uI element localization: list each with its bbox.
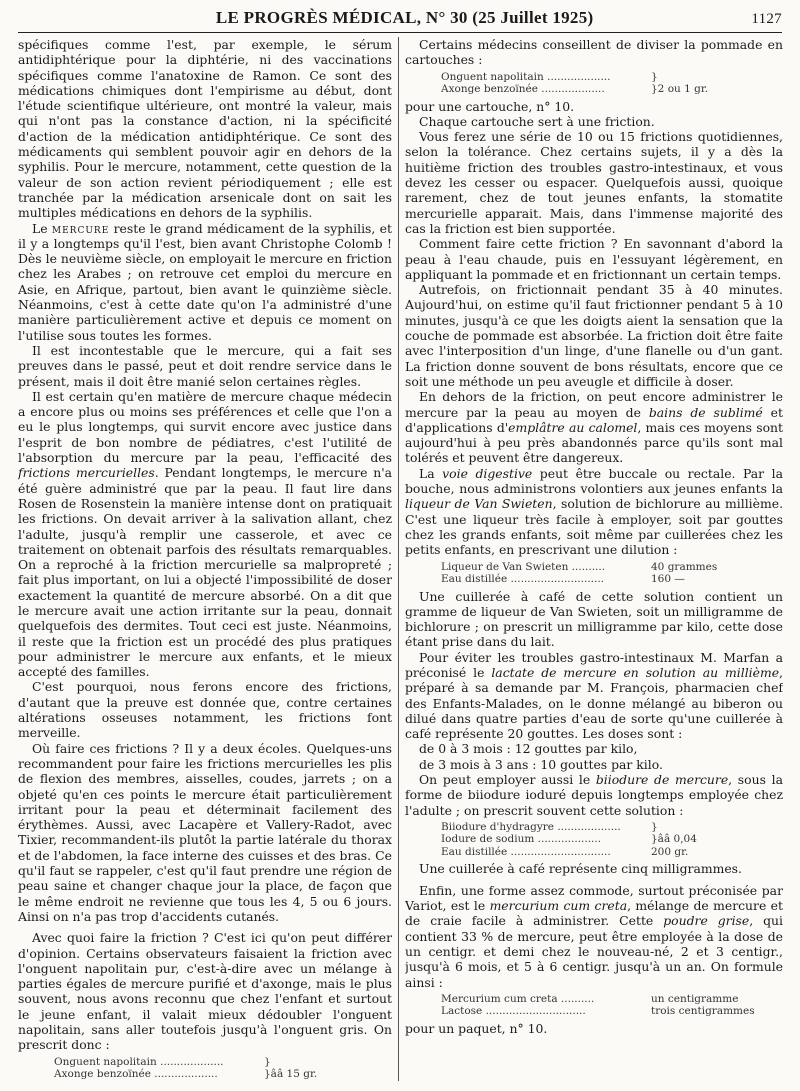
italic-term: bains de sublimé [648,404,763,420]
paragraph [405,772,783,818]
paragraph [18,389,392,680]
italic-term: mercurium cum creta [489,898,628,914]
dose-line: de 3 mois à 3 ans : 10 gouttes par kilo. [419,756,663,772]
formula-row [441,573,783,586]
paragraph [405,650,783,742]
formula-quantity: un centigramme [651,992,739,1005]
paragraph: Avec quoi faire la friction ? C'est ici qu'on peut différer d'opinion. Certains observateurs faisaient la friction avec l'onguent napolitain pur, c'est-à-dire avec un mélange à parties égales de mercure purifié et d'axonge, mais le plus souvent, nous avons reconnu que chez l'enfant et surtout le jeune enfant, il valait mieux dédoubler l'onguent napolitain, sans aller toutefois jusqu'à l'onguent gris. On prescrit donc : [18,930,392,1053]
formula-ingredient: Liqueur de Van Swieten .......... [441,560,606,573]
italic-term: emplâtre au calomel [508,419,638,435]
prescription-formula [441,71,783,96]
formula-ingredient: Eau distillée .............................. [441,845,611,858]
journal-title: LE PROGRÈS MÉDICAL, N° 30 (25 Juillet 1925) [215,8,594,27]
text-run: et d'applications d' [405,404,783,435]
formula-quantity: } [651,70,658,83]
formula-quantity: 40 grammes [651,560,718,573]
text-run: , mais ces moyens sont aujourd'hui à peu près abandonnés parce qu'ils sont mal tolérés et peuvent être dangereux. [405,419,783,466]
text-run: , sous la forme de biiodure ioduré depuis longtemps employée chez l'adulte ; on prescrit souvent cette solution : [405,772,783,818]
formula-ingredient: Mercurium cum creta .......... [441,992,595,1005]
text-run: On peut employer aussi le [419,772,596,788]
formula-quantity: }ââ 15 gr. [264,1068,318,1081]
formula-ingredient: Eau distillée ............................ [441,573,605,585]
italic-term: voie digestive [442,465,533,481]
text-run: peut être buccale ou rectale. Par la bouche, nous administrons volontiers aux jeunes enfants la [405,465,783,497]
formula-row [54,1068,392,1081]
prescription-formula [441,993,783,1018]
formula-quantity: 160 — [651,573,685,585]
small-caps-term: mercure [51,220,110,236]
text-run: Enfin, une forme assez commode, surtout préconisée par Variot, est le [405,882,783,914]
text-run: , préparé à sa demande par M. François, pharmacien chef des Enfants-Malades, on le donne mélangé au biberon ou dilué dans quatre parties d'eau de sorte qu'une cuillerée à café représente 20 gouttes. Les doses sont : [405,664,783,742]
formula-row [441,993,783,1006]
paragraph: pour une cartouche, n° 10. [405,98,575,114]
formula-ingredient: Biiodure d'hydragyre ................... [441,820,621,833]
formula-quantity: } [264,1055,271,1068]
formula-ingredient: Axonge benzoïnée ................... [441,83,605,96]
left-column [18,37,392,1083]
formula-ingredient: Axonge benzoïnée ................... [54,1068,218,1081]
formula-quantity: trois centigrammes [651,1005,755,1018]
text-run: Le [32,220,48,236]
paragraph: Vous ferez une série de 10 ou 15 frictions quotidiennes, selon la tolérance. Chez certains sujets, il y a dès la huitième friction des troubles gastro-intestinaux, et vous devez les cesser ou espacer. Quelquefois aussi, quoique rarement, chez de tout jeunes enfants, la stomatite mercurielle apparait. Mais, dans l'immense majorité des cas la friction est bien supportée. [405,129,783,236]
formula-row [441,833,783,846]
paragraph: Autrefois, on frictionnait pendant 35 à 40 minutes. Aujourd'hui, on estime qu'il faut frictionner pendant 5 à 10 minutes, jusqu'à ce que les doigts aient la sensation que la couche de pommade est absorbée. La friction doit être faite avec l'interposition d'un linge, d'une flanelle ou d'un gant. La friction donne souvent de bons résultats, encore que ce soit une méthode un peu aveugle et difficile à doser. [405,282,783,389]
formula-row [441,821,783,834]
paragraph [405,466,783,558]
paragraph: pour un paquet, n° 10. [405,1020,548,1036]
paragraph [18,221,392,343]
formula-ingredient: Iodure de sodium ................... [441,833,602,846]
formula-ingredient: Onguent napolitain ................... [54,1055,224,1068]
text-run: , qui contient 33 % de mercure, peut être employée à la dose de un centigr. et demi chez le nouveau-né, 2 et 3 centigr., jusqu'à 6 mois, et 5 à 6 centigr. jusqu'à un an. On formule ainsi : [405,913,783,990]
text-run: Il est certain qu'en matière de mercure chaque médecin a encore plus ou moins ses préférences et celle que l'on a eu le plus longtemps, qui survit encore avec justice dans l'esprit de bon nombre de pédiatres, c'est l'utilité de l'absorption du mercure par la peau, l'efficacité des [18,388,392,466]
paragraph: Certains médecins conseillent de diviser la pommade en cartouches : [405,37,783,68]
formula-ingredient: Lactose .............................. [441,1005,586,1018]
paragraph: C'est pourquoi, nous ferons encore des frictions, d'autant que la preuve est donnée que, contre certaines altérations osseuses notamment, les frictions font merveille. [18,679,392,741]
italic-term: liqueur de Van Swieten [405,496,553,512]
paragraph: Il est incontestable que le mercure, qui a fait ses preuves dans le passé, peut et doit rendre service dans le présent, mais il doit être manié selon certaines règles. [18,342,392,389]
formula-row [441,1005,783,1018]
formula-row [441,83,783,96]
italic-term: lactate de mercure en solution au millième [491,664,780,680]
formula-quantity: }2 ou 1 gr. [651,83,709,96]
paragraph: Comment faire cette friction ? En savonnant d'abord la peau à l'eau chaude, puis en l'essuyant légèrement, en appliquant la pommade et en frictionnant un certain temps. [405,236,783,282]
column-divider [398,37,399,1081]
text-run: Pour éviter les troubles gastro-intestinaux M. Marfan a préconisé le [405,649,783,680]
text-run: . Pendant longtemps, le mercure n'a été guère administré que par la peau. Il faut lire dans Rosen de Rosenstein la manière intense dont on pratiquait les frictions. On devait arriver à la salivation allant, chez l'adulte, jusqu'à remplir une casserole, et avec ce traitement on obtenait parfois des résultats remarquables. On a reproché à la friction mercurielle sa malpropreté ; fait plus important, on lui a objecté l'impossibilité de doser exactement la quantité de mercure absorbé. On a dit que le mercure avait une action irritante sur la peau, donnait quelquefois des dermites. Tout ceci est juste. Néanmoins, il reste que la friction est un procédé des plus pratiques pour administrer le mercure aux enfants, et le mieux accepté des familles. [18,465,392,680]
paragraph: Où faire ces frictions ? Il y a deux écoles. Quelques-uns recommandent pour faire les frictions mercurielles les plis de flexion des membres, aisselles, coudes, jarrets ; on a objeté qu'en ces points le mercure était particulièrement irritant pour la peau et déterminait facilement des érythèmes. Aussi, avec Lacapère et Vallery-Radot, avec Tixier, recommandent-ils plutôt la partie latérale du thorax et de l'abdomen, la face interne des cuisses et des bras. Ce qu'il faut se rappeler, c'est qu'il faut prendre une région de peau saine et changer chaque jour la place, de façon que le même endroit ne revienne que tous les 4, 5 ou 6 jours. Ainsi on n'a pas trop d'accidents cutanés. [18,740,392,924]
prescription-formula [54,1056,392,1081]
text-run: La [419,465,443,481]
text-run: , mélange de mercure et de craie facile à administrer. Cette [405,898,783,929]
header-rule [18,32,782,33]
text-run: , solution de bichlorure au millième. C'est une liqueur très facile à employer, soit par gouttes chez les grands enfants, soit même par cuillerées chez les petits enfants, en prescrivant une dilution : [405,496,783,558]
prescription-formula [441,561,783,586]
formula-row [441,846,783,859]
paragraph: Une cuillerée à café de cette solution contient un gramme de liqueur de Van Swieten, soit un milligramme de bichlorure ; on prescrit un milligramme par kilo, cette dose étant prise dans du lait. [405,588,783,650]
formula-row [441,71,783,84]
paragraph: Chaque cartouche sert à une friction. [419,113,655,129]
paragraph [405,883,783,990]
right-column [405,37,783,1083]
page-header [18,8,782,30]
formula-quantity: }ââ 0,04 [651,833,697,846]
formula-quantity: } [651,820,658,833]
italic-term: biiodure de mercure [595,772,729,788]
formula-row [441,561,783,574]
prescription-formula [441,821,783,859]
page-number: 1127 [751,11,782,27]
text-run: reste le grand médicament de la syphilis, et il y a longtemps qu'il l'est, bien avant Christophe Colomb ! Dès le neuvième siècle, on employait le mercure en friction chez les Arabes ; on retrouve cet emploi du mercure en Asie, en Afrique, partout, bien avant le quinzième siècle. Néanmoins, c'est à cette date qu'on l'a administré d'une manière particulièrement active et depuis ce moment on l'utilise sous toutes les formes. [18,220,392,343]
paragraph: Une cuillerée à café représente cinq milligrammes. [419,861,742,877]
dose-line: de 0 à 3 mois : 12 gouttes par kilo, [419,741,638,757]
paragraph [405,389,783,465]
italic-term: frictions mercurielles [18,465,155,481]
formula-ingredient: Onguent napolitain ................... [441,70,611,83]
formula-quantity: 200 gr. [651,845,689,858]
paragraph: spécifiques comme l'est, par exemple, le sérum antidiphtérique pour la diphtérie, ni des vaccinations spécifiques comme l'anatoxine de Ramon. Ce sont des médications chimiques dont l'empirisme au début, dont l'étude scientifique ultérieure, ont montré la valeur, mais qui n'ont pas la constance d'action, ni la spécificité d'action de la médication antidiphtérique. Ce sont des médicaments qui semblent pouvoir agir en dehors de la syphilis. Pour le mercure, notamment, cette question de la valeur de son action revient périodiquement ; elle est tranchée par la médication arsenicale dont on sait les multiples médications en dehors de la syphilis. [18,37,392,221]
italic-term: poudre grise [663,913,750,929]
text-run: En dehors de la friction, on peut encore administrer le mercure par la peau au moyen de [405,389,783,420]
formula-row [54,1056,392,1069]
